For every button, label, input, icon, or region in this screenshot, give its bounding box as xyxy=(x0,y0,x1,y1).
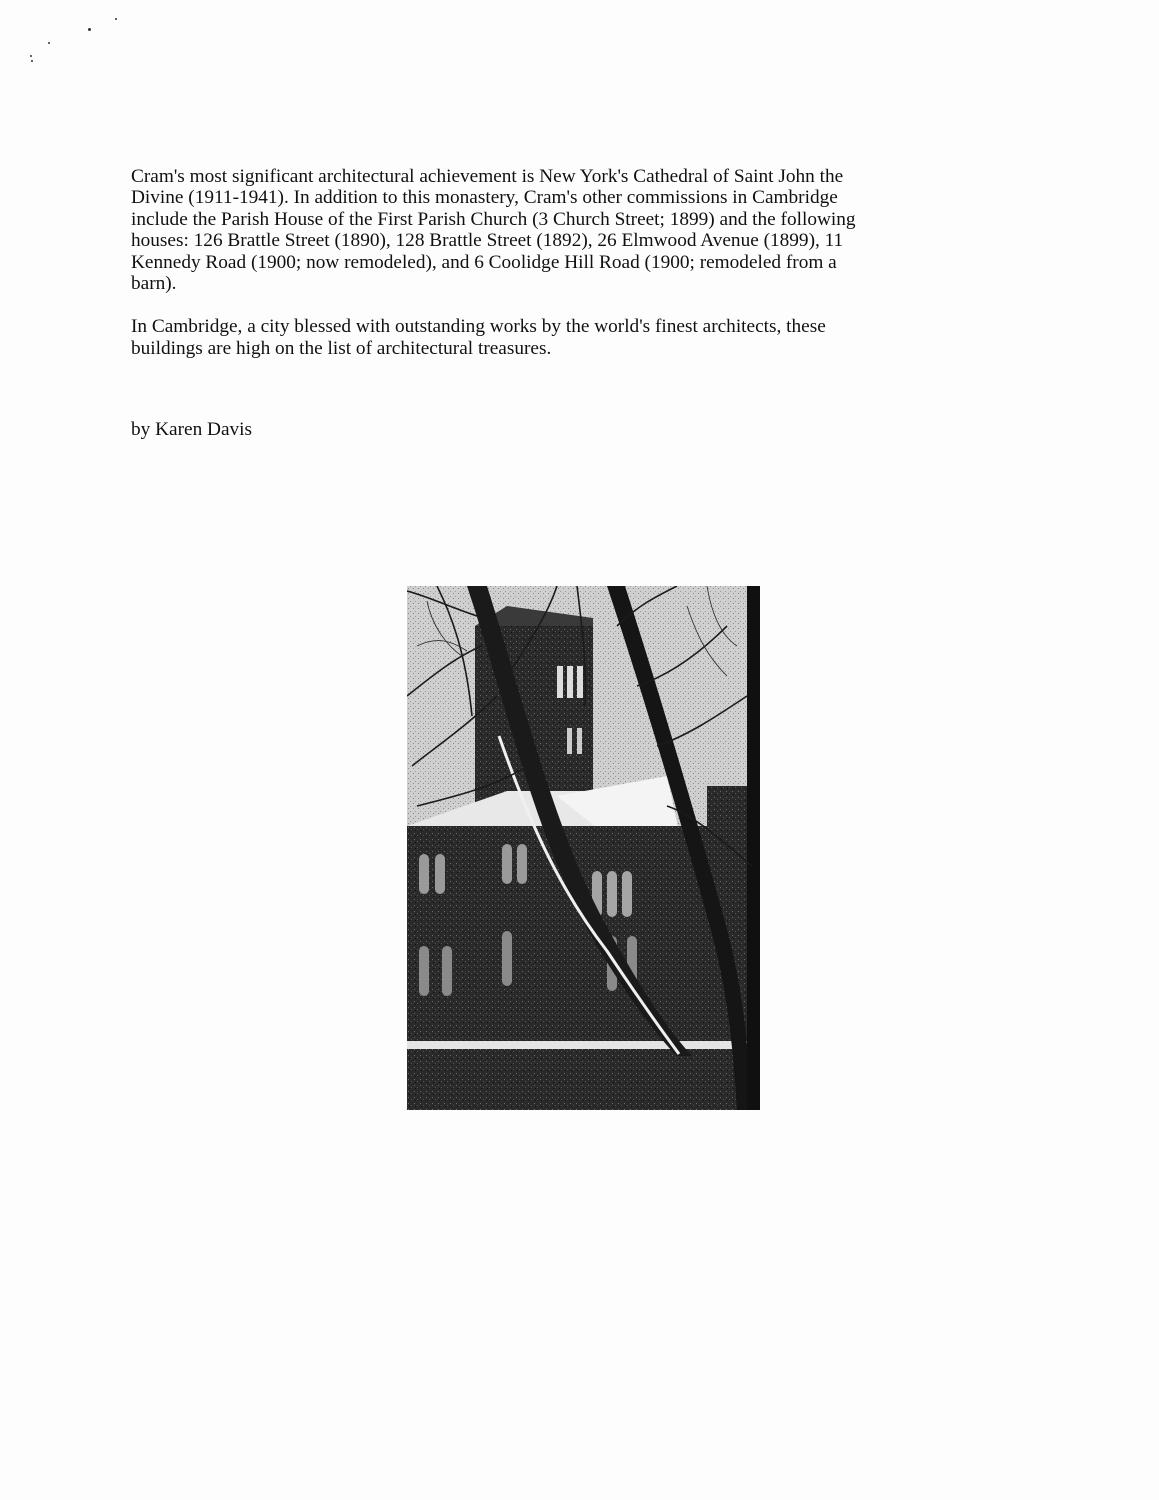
church-photograph xyxy=(407,586,760,1110)
text-line: include the Parish House of the First Parish Church (3 Church Street; 1899) and the following xyxy=(131,208,856,230)
text-line: Cram's most significant architectural achievement is New York's Cathedral of Saint John the xyxy=(131,166,844,187)
text-line: Divine (1911-1941). In addition to this monastery, Cram's other commissions in Cambridge xyxy=(131,187,838,209)
paragraph-cambridge-treasures xyxy=(131,316,1031,359)
text-line: barn). xyxy=(131,273,177,295)
scan-speck xyxy=(31,60,33,62)
text-line: houses: 126 Brattle Street (1890), 128 Brattle Street (1892), 26 Elmwood Avenue (1899), 11 xyxy=(131,230,844,252)
body-text xyxy=(131,166,1031,381)
paragraph-cram-commissions xyxy=(131,166,1031,294)
author-byline: by Karen Davis xyxy=(131,419,253,440)
scan-speck xyxy=(48,42,50,44)
scan-speck xyxy=(88,28,91,31)
scan-speck xyxy=(30,55,32,57)
text-line: Kennedy Road (1900; now remodeled), and 6 Coolidge Hill Road (1900; remodeled from a xyxy=(131,251,837,273)
scan-speck xyxy=(115,18,117,20)
text-line: buildings are high on the list of architectural treasures. xyxy=(131,337,552,359)
text-line: In Cambridge, a city blessed with outstanding works by the world's finest architects, these xyxy=(131,316,826,338)
